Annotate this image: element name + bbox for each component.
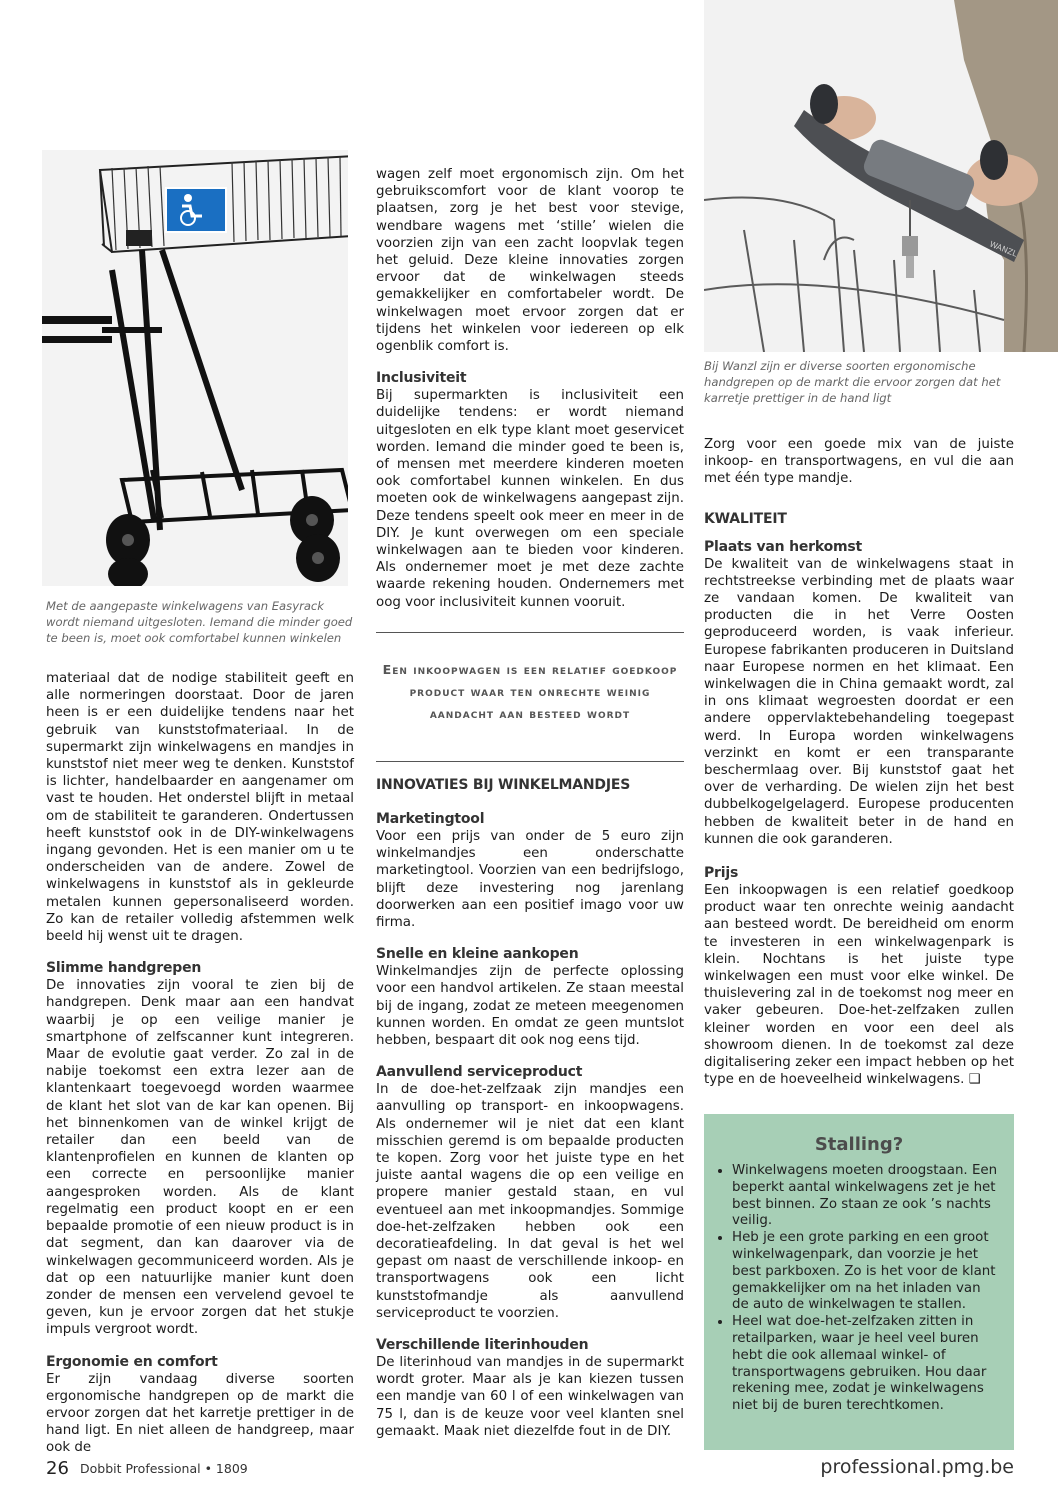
column-3 [704, 436, 1014, 1089]
wanzl-handle-photo [704, 0, 1058, 352]
pull-quote-text: Een inkoopwagen is een relatief goedkoop product waar ten onrechte weinig aandacht aan besteed wordt [382, 662, 678, 721]
easyrack-cart-photo [42, 150, 348, 586]
wheelchair-sign-icon [166, 188, 226, 232]
paragraph-mix: Zorg voor een goede mix van de juiste inkoop- en transportwagens, en vul die aan met één type mandje. [704, 437, 1014, 487]
heading-plaats-van-herkomst: Plaats van herkomst [704, 538, 862, 555]
sidebar-list-item: • Winkelwagens moeten droogstaan. Een beperkt aantal winkelwagens zet je het best binnen. Zo staan ze ook ’s nachts veilig. [732, 1163, 998, 1230]
paragraph-literinhouden: De literinhoud van mandjes in de supermarkt wordt groter. Maar als je kan kiezen tussen een mandje van 60 l of een winkelwagen van 75 l, dan is de keuze voor veel klanten snel gemaakt. Maak niet diezelfde fout in de DIY. [376, 1355, 684, 1439]
heading-kwaliteit: KWALITEIT [704, 510, 787, 527]
heading-slimme-handgrepen: Slimme handgrepen [46, 960, 202, 977]
heading-ergonomie: Ergonomie en comfort [46, 1353, 218, 1370]
sidebar-list-item: • Heel wat doe-het-zelfzaken zitten in retailparken, waar je heel veel buren hebt die ook allemaal winkel- of transportwagens gebruiken. Hou daar rekening mee, zodat je winkelwagens niet bij de buren terechtkomen. [732, 1314, 998, 1415]
caption-wanzl: Bij Wanzl zijn er diverse soorten ergonomische handgrepen op de markt die ervoor zorgen dat het karretje prettiger in de hand ligt [704, 359, 1001, 405]
heading-innovaties-winkelmandjes: INNOVATIES BIJ WINKELMANDJES [376, 777, 631, 793]
end-of-article-icon: ❑ [968, 1072, 981, 1088]
paragraph-handgrepen: De innovaties zijn vooral te zien bij de handgrepen. Denk maar aan een handvat waarbij je op een veilige manier je smartphone of zelfscanner kunt integreren. Maar de evolutie gaat verder. Zo zal in de nabije toekomst een extra lezer aan de klantenkaart toegevoegd worden waarmee de klant het slot van de kar kan openen. Bij het binnenkomen van de winkel krijgt de retailer dan een beeld van de klantenprofielen en kunnen de klanten op een correcte en persoonlijke manier aangesproken worden. Als de klant regelmatig een product koopt en er een bepaalde promotie of een nieuw product is in dat segment, dan kan daarover via de winkelwagen gecommuniceerd worden. Als je dat op een natuurlijke manier kunt doen zonder de mensen een vervelend gevoel te geven, kun je ervoor zorgen dat het stukje impuls vergroot wordt. [46, 978, 354, 1338]
sidebar-list-item: • Heb je een grote parking en een groot winkelwagenpark, dan voorzie je het best parkboxen. Zo is het voor de klant gemakkelijker om na het inladen van de auto de winkelwagen te stallen. [732, 1230, 998, 1314]
paragraph-intro: materiaal dat de nodige stabiliteit geeft en alle normeringen doorstaat. Door de jaren heen is er een duidelijke tendens naar het gebruik van kunststofmateriaal. In de supermarkt zijn winkelwagens en mandjes in kunststof niet meer weg te denken. Kunststof is lichter, handelbaarder en aangenamer om vast te houden. Het onderstel blijft in metaal om de stabiliteit te garanderen. Ondertussen heeft kunststof ook in de DIY-winkelwagens ingang gevonden. Het is een manier om u te onderscheiden van de andere. Zowel de winkelwagens in kunststof als in gekleurde metalen kunnen gepersonaliseerd worden. Zo kan de retailer volledig afstemmen welk beeld hij wenst uit te dragen. [46, 671, 354, 945]
heading-prijs: Prijs [704, 865, 739, 882]
paragraph-ergonomie-continued: wagen zelf moet ergonomisch zijn. Om het gebruikscomfort voor de klant voorop te plaatsen, zorg je het best voor stevige, wendbare wagens met ‘stille’ wielen die voorzien zijn van een zacht loopvlak tegen het geluid. Deze kleine innovaties zorgen ervoor dat de winkelwagen steeds gemakkelijker en comfortabeler wordt. De winkelwagen moet ervoor zorgen dat er tijdens het winkelen voor iedereen op elk ogenblik comfort is. [376, 167, 684, 355]
svg-text:WANZL: WANZL [988, 239, 1019, 259]
heading-snelle-aankopen: Snelle en kleine aankopen [376, 946, 579, 963]
shopping-cart-illustration [42, 150, 348, 586]
stalling-sidebar [704, 1114, 1014, 1450]
paragraph-herkomst: De kwaliteit van de winkelwagens staat in rechtstreekse verbinding met de plaats waar ze vandaan komen. De kwaliteit van producten die in het Verre Oosten geproduceerd worden, is vaak inferieur. Europese fabrikanten produceren in Duitsland naar Europese normen en het klimaat. Een winkelwagen die in China gemaakt wordt, zal in ons klimaat wegroesten doordat er een andere oppervlaktebehandeling toegepast werd. In Europa worden winkelwagens verzinkt en komt er een transparante beschermlaag over. Bij kunststof gaat het over de verharding. De wielen zijn het best dubbelkogelgelagerd. Europese producenten hebben de kwaliteit beter in de hand en kunnen die ook garanderen. [704, 556, 1014, 847]
column-2-bottom [376, 776, 684, 1440]
heading-aanvullend-serviceproduct: Aanvullend serviceproduct [376, 1064, 583, 1081]
heading-marketingtool: Marketingtool [376, 811, 485, 827]
paragraph-snelle-aankopen: Winkelmandjes zijn de perfecte oplossing voor een handvol artikelen. Ze staan meestal bij de ingang, zodat ze meteen meegenomen kunnen worden. En omdat ze geen muntslot hebben, bespaart dit ook nog eens tijd. [376, 964, 684, 1049]
website-url[interactable]: professional.pmg.be [820, 1456, 1014, 1478]
page-number: 26 [46, 1458, 69, 1479]
column-2-top [376, 166, 684, 611]
publication-name: Dobbit Professional • 1809 [80, 1461, 248, 1476]
heading-inclusiviteit: Inclusiviteit [376, 370, 467, 387]
paragraph-prijs [704, 882, 1014, 1088]
pull-quote [376, 632, 684, 762]
sidebar-title: Stalling? [814, 1134, 904, 1155]
paragraph-ergonomie: Er zijn vandaag diverse soorten ergonomische handgrepen op de markt die ervoor zorgen dat het karretje prettiger in de hand ligt. En niet alleen de handgreep, maar ook de [46, 1371, 354, 1456]
paragraph-inclusiviteit: Bij supermarkten is inclusiviteit een duidelijke tendens: er wordt niemand uitgesloten en elk type klant moet geservicet worden. Iemand die minder goed te been is, of mensen met meerdere kinderen moeten ook comfortabel kunnen winkelen. En dus moeten ook de winkelwagens aangepast zijn. Deze tendens speelt ook meer en meer in de DIY. Je kunt overwegen om een speciale winkelwagen aan te bieden voor kinderen. Als ondernemer moet je met deze zachte waarde rekening houden. Ondernemers met oog voor inclusiviteit kunnen vooruit. [376, 388, 684, 610]
paragraph-prijs-text: Een inkoopwagen is een relatief goedkoop product waar ten onrechte weinig aandacht aan besteed wordt. De bereidheid om enorm te investeren in een winkelwagenpark is klein. Nochtans is het juiste type winkelwagen een must voor elke winkel. De thuislevering zal in de toekomst nog meer en vaker gebeuren. Doe-het-zelfzaken zullen kleiner worden en voor een deel als showroom dienen. In de toekomst zal deze digitalisering zeker een impact hebben op het type en de hoeveelheid winkelwagens. [704, 883, 1014, 1088]
column-1 [46, 670, 354, 1457]
heading-literinhouden: Verschillende literinhouden [376, 1337, 589, 1354]
paragraph-marketingtool: Voor een prijs van onder de 5 euro zijn winkelmandjes een onderschatte marketingtool. Voorzien van een bedrijfslogo, blijft deze investering nog jarenlang doorwerken aan een positief imago voor uw firma. [376, 829, 684, 931]
paragraph-aanvullend: In de doe-het-zelfzaak zijn mandjes een aanvulling op transport- en inkoopwagens. Als ondernemer wil je niet dat een klant misschien geremd is om bepaalde producten te kopen. Zorg voor het juiste type en het juiste aantal wagens die op een veilige en propere manier gestald staan, en vul eventueel aan met inkoopmandjes. Sommige doe-het-zelfzaken hebben ook een decoratieafdeling. In dat geval is het wel gepast om naast de verschillende inkoop- en transportwagens ook een licht kunststofmandje als aanvullend serviceproduct te voorzien. [376, 1082, 684, 1321]
handle-illustration [704, 0, 1058, 352]
caption-easyrack: Met de aangepaste winkelwagens van Easyrack wordt niemand uitgesloten. Iemand die minder goed te been is, moet ook comfortabel kunnen winkelen [46, 599, 353, 645]
sidebar-list [704, 1163, 1014, 1415]
